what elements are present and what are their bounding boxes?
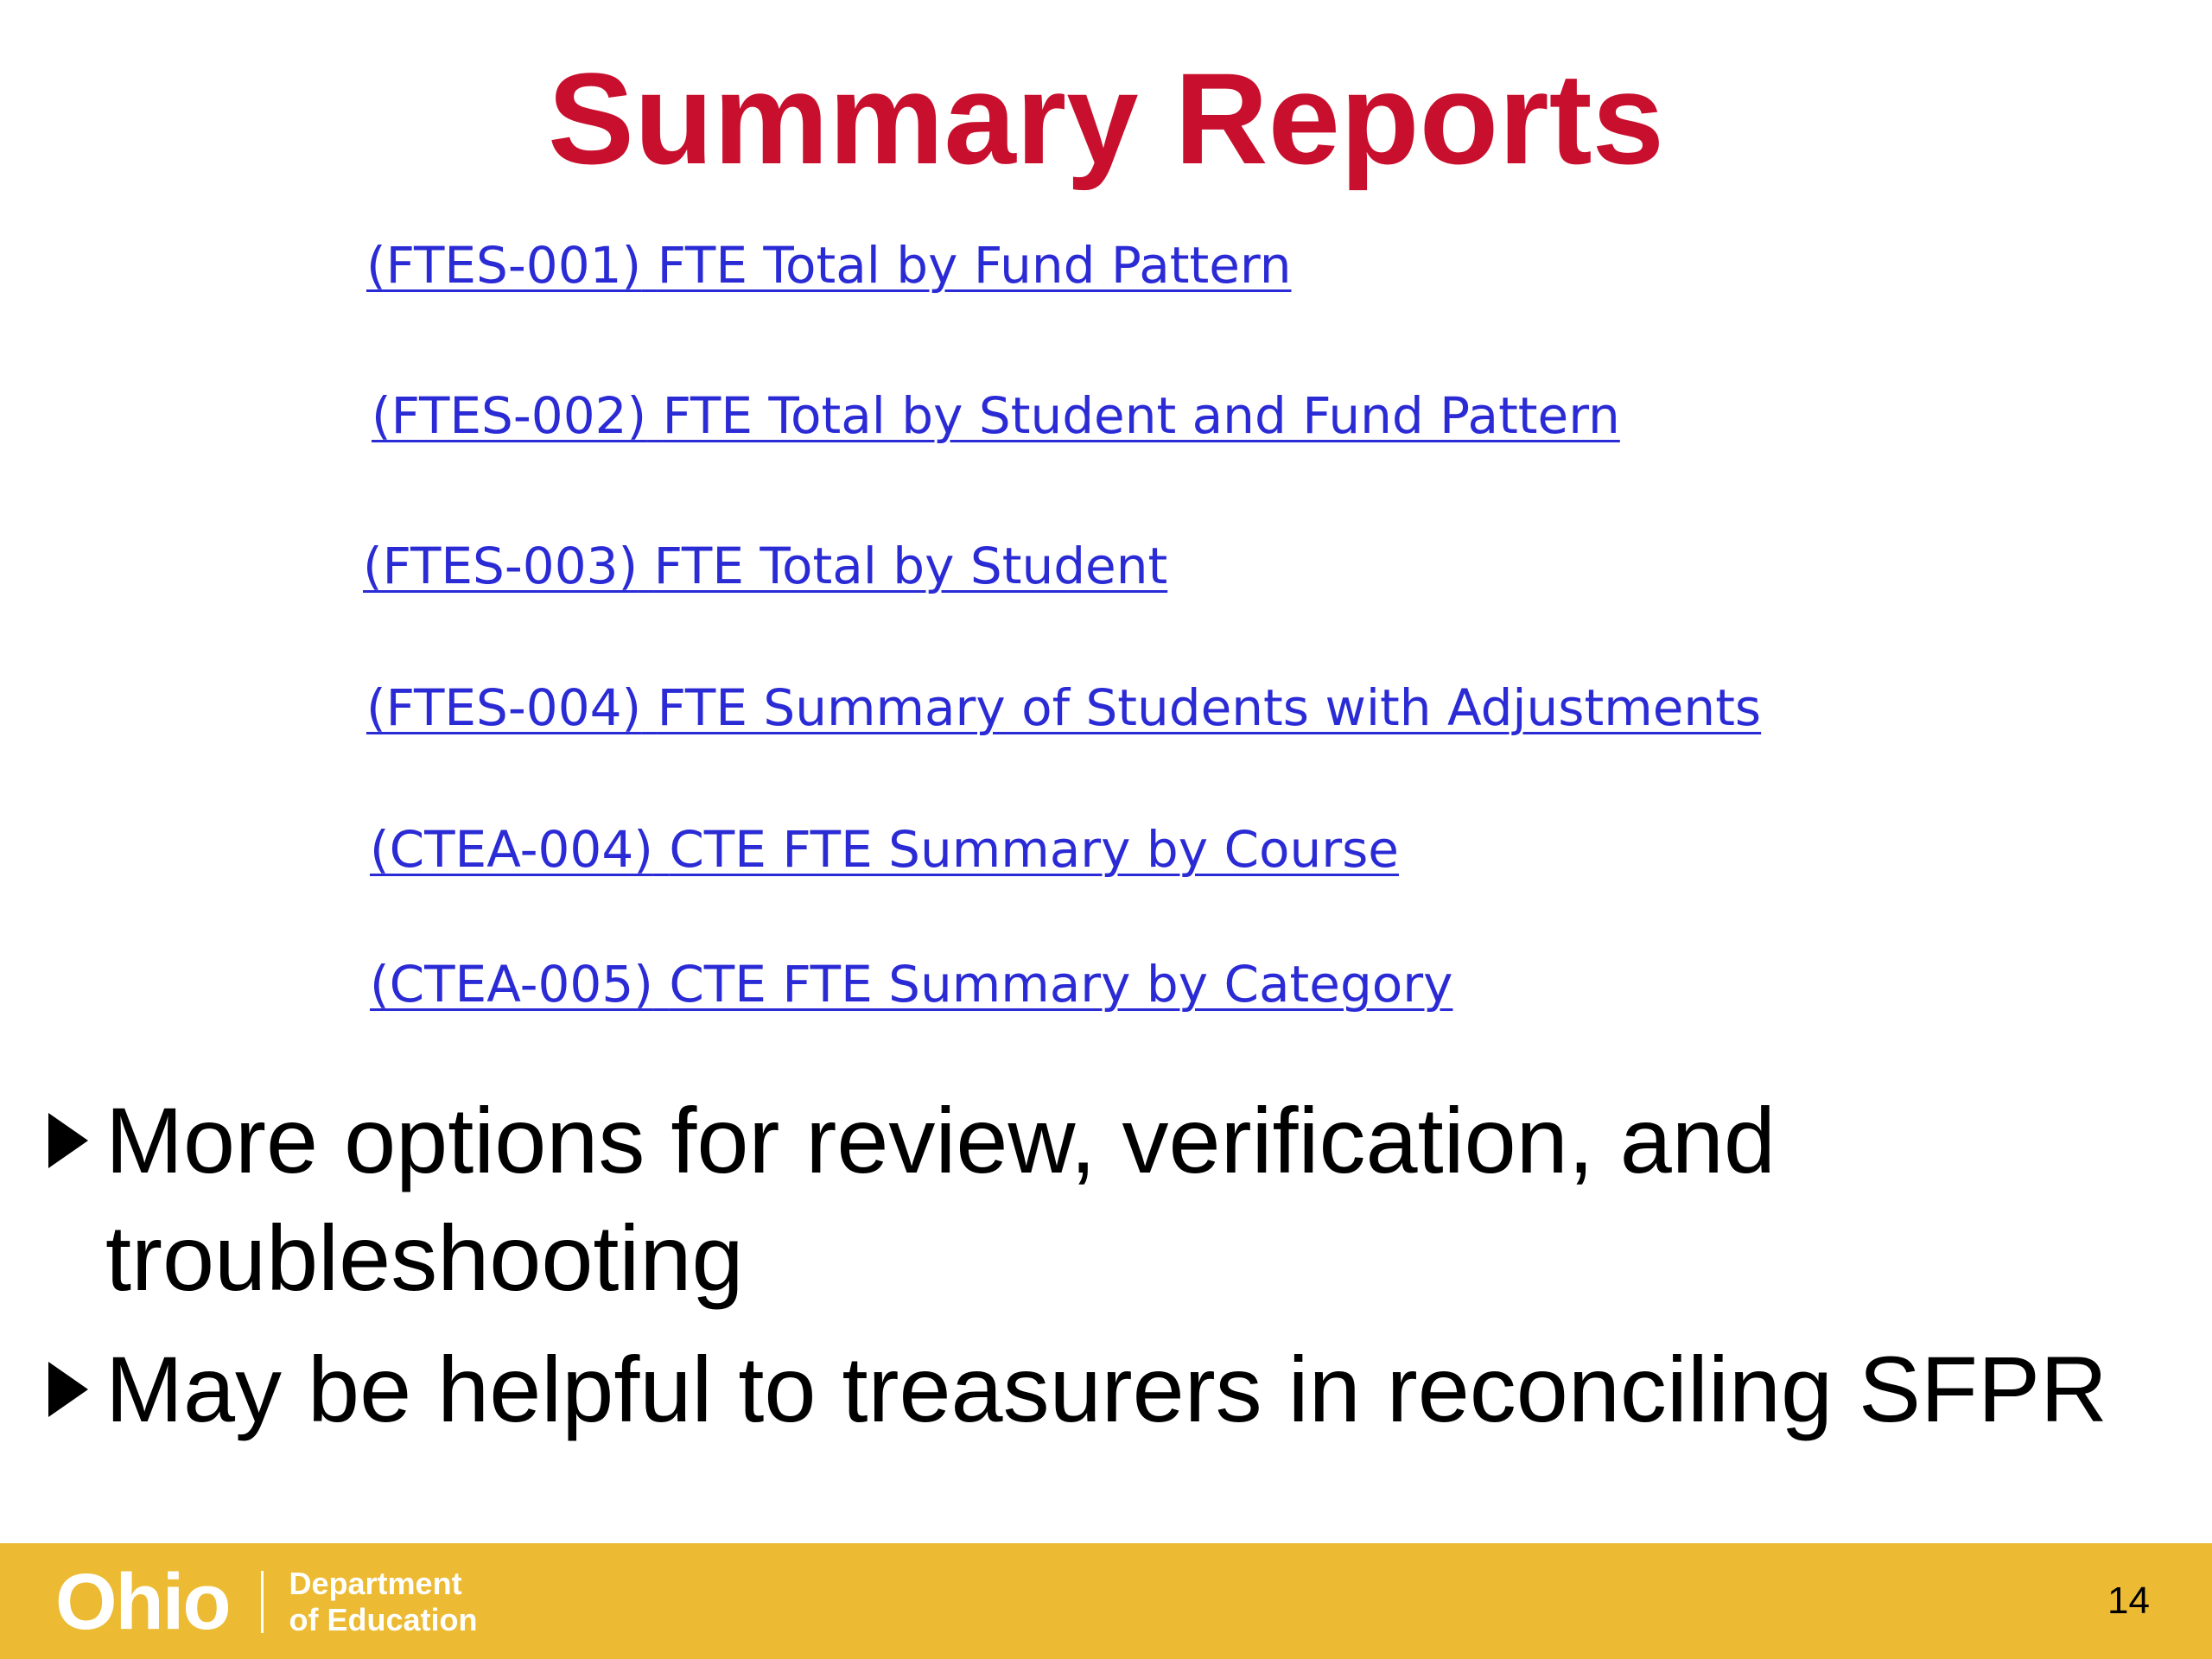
report-code: (FTES-004) bbox=[366, 678, 642, 737]
report-code: (FTES-003) bbox=[363, 537, 639, 595]
footer-bar bbox=[0, 1543, 2212, 1659]
report-code: (FTES-001) bbox=[366, 236, 642, 295]
logo-wordmark: Ohio bbox=[55, 1558, 230, 1646]
ohio-department-of-education-logo bbox=[55, 1558, 478, 1646]
report-code: (CTEA-004) bbox=[370, 820, 653, 879]
page-number: 14 bbox=[2107, 1580, 2150, 1622]
report-link-ftes-003[interactable] bbox=[363, 536, 1167, 596]
report-code: (FTES-002) bbox=[372, 386, 647, 445]
report-label: FTE Total by Student bbox=[653, 537, 1168, 595]
logo-department-text bbox=[289, 1566, 478, 1638]
bullet-text: May be helpful to treasurers in reconciling SFPR bbox=[105, 1337, 2108, 1441]
logo-line-2: of Education bbox=[289, 1602, 478, 1637]
report-link-ftes-002[interactable] bbox=[372, 385, 1620, 446]
report-label: CTE FTE Summary by Category bbox=[669, 955, 1453, 1014]
report-label: CTE FTE Summary by Course bbox=[669, 820, 1399, 879]
bullet-item bbox=[48, 1082, 2157, 1317]
slide-title: Summary Reports bbox=[547, 46, 1665, 191]
report-link-ftes-001[interactable] bbox=[366, 235, 1292, 296]
triangle-bullet-icon bbox=[48, 1362, 88, 1417]
report-label: FTE Total by Student and Fund Pattern bbox=[662, 386, 1620, 445]
report-label: FTE Summary of Students with Adjustments bbox=[657, 678, 1762, 737]
logo-line-1: Department bbox=[289, 1566, 462, 1601]
report-link-ctea-004[interactable] bbox=[370, 819, 1399, 880]
bullet-text: More options for review, verification, and troubleshooting bbox=[105, 1088, 1776, 1310]
report-link-ctea-005[interactable] bbox=[370, 954, 1452, 1014]
report-code: (CTEA-005) bbox=[370, 955, 653, 1014]
logo-divider bbox=[261, 1571, 264, 1633]
bullet-item bbox=[48, 1331, 2157, 1448]
triangle-bullet-icon bbox=[48, 1113, 88, 1168]
report-link-ftes-004[interactable] bbox=[366, 677, 1761, 738]
report-label: FTE Total by Fund Pattern bbox=[657, 236, 1292, 295]
